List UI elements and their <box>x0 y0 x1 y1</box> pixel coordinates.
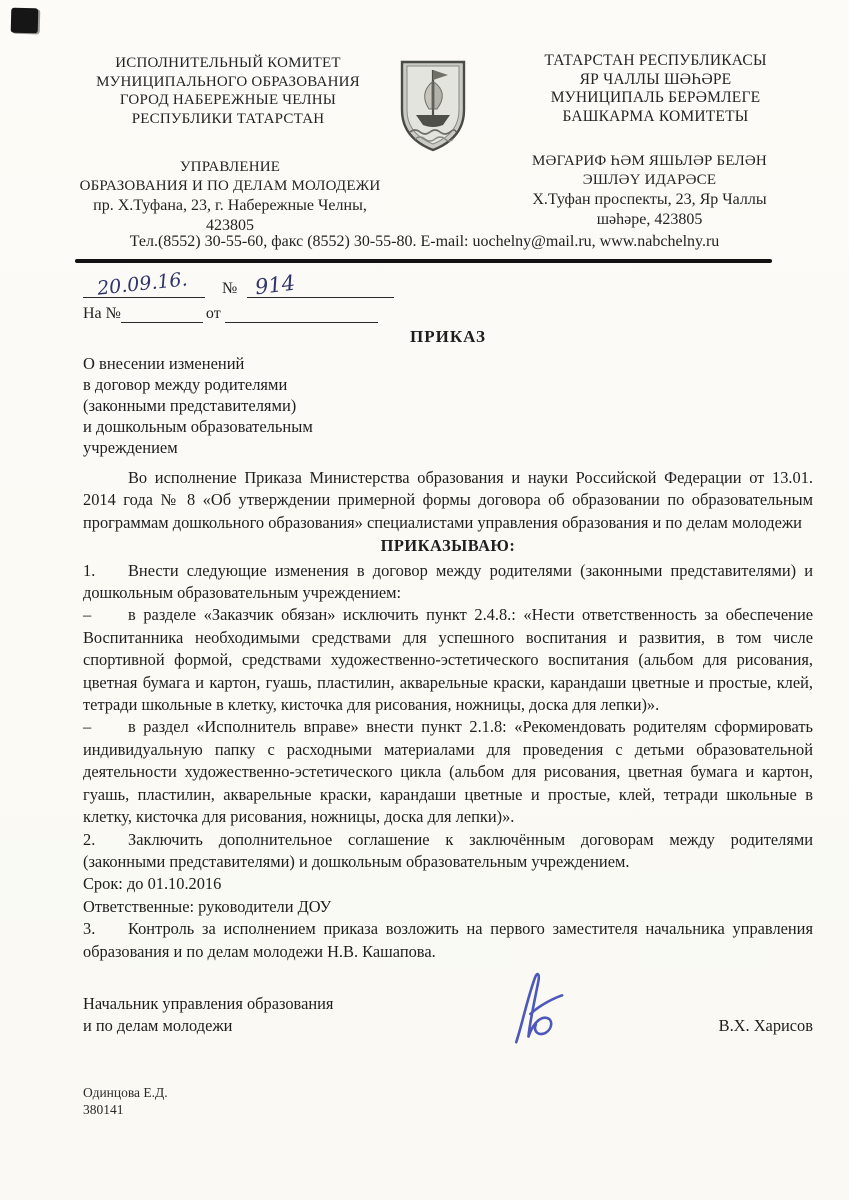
executor-phone: 380141 <box>83 1101 124 1117</box>
responsible-line: Ответственные: руководители ДОУ <box>83 896 332 916</box>
ot-label: от <box>205 305 221 322</box>
text-line: ЯР ЧАЛЛЫ ШӘҺӘРЕ <box>579 70 732 88</box>
item-marker: 1. <box>83 560 96 580</box>
header-divider <box>75 259 772 263</box>
subject-line: и дошкольным образовательным <box>83 417 313 436</box>
handwritten-date: 20.09.16. <box>96 268 189 300</box>
postal-code: 423805 <box>206 216 254 234</box>
text-line: ТАТАРСТАН РЕСПУБЛИКАСЫ <box>544 52 767 69</box>
item-text: в разделе «Заказчик обязан» исключить пункт 2.4.8.: «Нести ответственность за обеспечение Воспитанника необходимыми средствами для успешного воспитания и развития, в том числе спортивной формой, средствами художественно-эстетического воспитания (альбом для рисования, цветная бумага и картон, гуашь, пластилин, акварельные краски, карандаши цветные и простые, клей, тетради школьные в клетку, кисточка для рисования, ножницы, доска для лепки)». <box>83 605 813 715</box>
item-marker: 3. <box>83 919 96 939</box>
document-title: ПРИКАЗ <box>410 327 486 346</box>
postal-code: шәһәре, 423805 <box>596 210 703 228</box>
org-name-tatar <box>498 52 813 126</box>
resolution-word: ПРИКАЗЫВАЮ: <box>380 536 516 556</box>
text-line: ГОРОД НАБЕРЕЖНЫЕ ЧЕЛНЫ <box>119 92 337 109</box>
item-marker: – <box>83 717 92 737</box>
item-marker: 2. <box>83 829 96 849</box>
coat-of-arms-icon <box>397 57 469 155</box>
text-line: УПРАВЛЕНИЕ <box>179 159 281 175</box>
reference-row <box>83 299 378 323</box>
signatory-name: В.Х. Харисов <box>718 1016 813 1036</box>
document-body <box>83 467 813 1118</box>
date-fill-line <box>83 270 205 298</box>
order-item-3 <box>83 918 813 963</box>
item-marker: – <box>83 605 92 625</box>
signatory-position <box>83 993 333 1038</box>
subject-line: О внесении изменений <box>83 354 245 373</box>
item-text: Заключить дополнительное соглашение к заключённым договорам между родителями (законными представителями) и дошкольным образовательным учреждением. <box>83 829 813 871</box>
subject-line: учреждением <box>83 438 178 457</box>
number-fill-line <box>247 270 394 298</box>
text-line: МУНИЦИПАЛЬНОГО ОБРАЗОВАНИЯ <box>96 73 360 90</box>
scan-artifact-mark <box>11 8 39 34</box>
dept-name-russian <box>70 158 390 235</box>
handwritten-number: 914 <box>253 270 297 300</box>
item-text: Внести следующие изменения в договор между родителями (законными представителями) и дошкольным образовательным учреждением: <box>83 560 813 603</box>
order-item-1 <box>83 560 813 605</box>
subject-line: (законными представителями) <box>83 396 297 415</box>
order-number-row <box>83 268 394 300</box>
text-line: ОБРАЗОВАНИЯ И ПО ДЕЛАМ МОЛОДЕЖИ <box>79 178 381 194</box>
signature-row <box>83 993 813 1038</box>
subject-line: в договор между родителями <box>83 375 288 394</box>
text-line: Начальник управления образования <box>83 993 334 1013</box>
item-text: Контроль за исполнением приказа возложить на первого заместителя начальника управления образования и по делам молодежи Н.В. Кашапова. <box>83 919 813 961</box>
text-line: МУНИЦИПАЛЬ БЕРӘМЛЕГЕ <box>550 89 761 107</box>
contact-line: Тел.(8552) 30-55-60, факс (8552) 30-55-80. E-mail: uochelny@mail.ru, www.nabchelny.ru <box>129 233 720 250</box>
dept-name-tatar <box>487 152 812 229</box>
text-line: ЭШЛӘҮ ИДАРӘСЕ <box>582 172 717 188</box>
text-line: МӘГАРИФ ҺӘМ ЯШЬЛӘР БЕЛӘН <box>532 153 767 169</box>
text-line: ИСПОЛНИТЕЛЬНЫЙ КОМИТЕТ <box>115 55 341 71</box>
order-item-dash-1 <box>83 604 813 716</box>
org-name-russian <box>78 54 378 128</box>
order-item-dash-2 <box>83 716 813 828</box>
address-line: пр. Х.Туфана, 23, г. Набережные Челны, <box>93 197 367 214</box>
handwritten-signature-icon <box>500 968 588 1052</box>
address-line: Х.Туфан проспекты, 23, Яр Чаллы <box>532 191 767 208</box>
na-number-fill-line <box>121 298 203 323</box>
executor-name: Одинцова Е.Д. <box>83 1084 168 1100</box>
intro-paragraph: Во исполнение Приказа Министерства образования и науки Российской Федерации от 13.01. 2014 года № 8 «Об утверждении примерной формы договора об образовании по образовательным программам дошкольного образования» специалистами управления образования и по делам молодежи <box>83 468 813 532</box>
text-line: РЕСПУБЛИКИ ТАТАРСТАН <box>131 110 325 127</box>
na-number-label: На № <box>83 305 121 322</box>
number-sign-label: № <box>222 280 238 297</box>
executor-footer <box>83 1084 813 1118</box>
text-line: и по делам молодежи <box>83 1016 233 1036</box>
item-text: в раздел «Исполнитель вправе» внести пункт 2.1.8: «Рекомендовать родителям сформировать индивидуальную папку с расходными материалами для проведения с детьми образовательной деятельности художественно-эстетического цикла (альбом для рисования, цветная бумага и картон, гуашь, пластилин, акварельные краски, карандаши цветные и простые, клей, тетради школьные в клетку, кисточка для рисования, ножницы, доска для лепки)». <box>83 717 813 827</box>
text-line: БАШКАРМА КОМИТЕТЫ <box>562 107 749 125</box>
order-item-2 <box>83 829 813 874</box>
deadline-line: Срок: до 01.10.2016 <box>83 874 222 894</box>
subject-block <box>83 353 313 458</box>
ot-fill-line <box>225 298 378 323</box>
